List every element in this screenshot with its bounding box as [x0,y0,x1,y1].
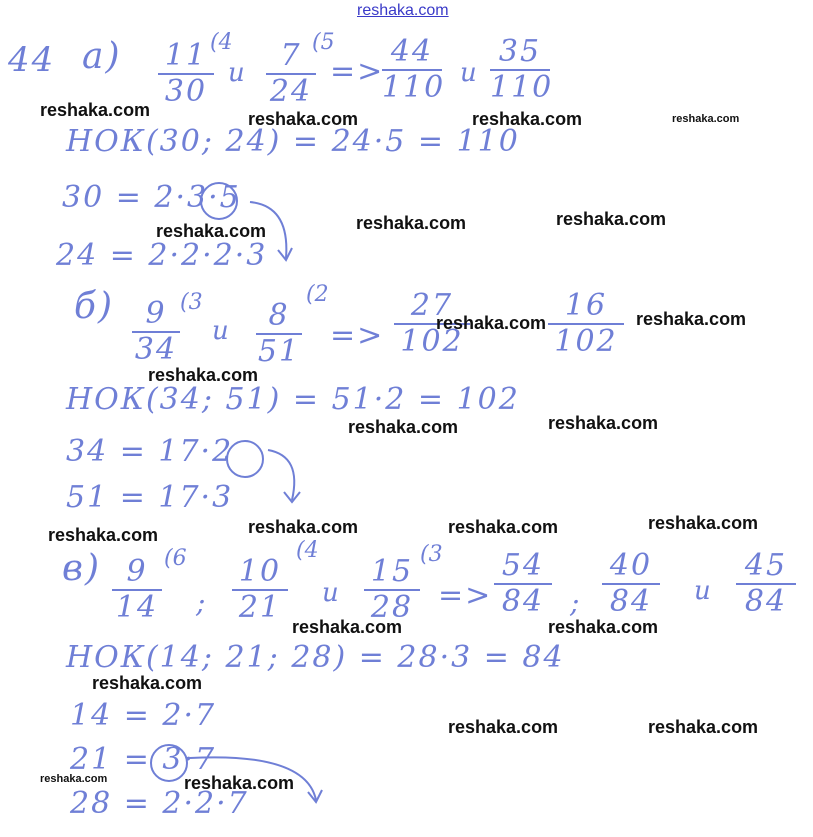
watermark: reshaka.com [148,365,259,385]
watermark: reshaka.com [448,517,559,537]
fraction-c3: 15 28 [364,556,420,624]
fraction-c2: 10 21 [232,556,288,624]
result-b1: 27 102 [394,290,470,358]
circled-factor [150,744,188,782]
part-a-letter: а) [82,36,122,77]
implies-arrow: => [330,54,385,89]
result-c1: 54 84 [494,550,552,618]
watermark: reshaka.com [548,413,659,433]
watermark: reshaka.com [672,113,740,125]
part-b-letter: б) [74,286,115,327]
factor-line-51: 51 = 17·3 [66,480,234,515]
factor-line-24: 24 = 2·2·2·3 [56,238,268,273]
part-c-letter: в) [62,548,101,589]
circled-factor [200,182,238,220]
lcm-line-b: НОК(34; 51) = 51·2 = 102 [66,382,520,417]
multiplier-b1: (3 [180,290,203,315]
watermark: reshaka.com [548,617,659,637]
implies-arrow: => [330,318,385,353]
result-c2: 40 84 [602,550,660,618]
separator: ; [196,586,208,619]
and-word: и [212,316,231,346]
watermark: reshaka.com [356,213,467,233]
problem-number: 44 [8,40,56,80]
watermark: reshaka.com [648,717,759,737]
result-a2: 35 110 [490,34,554,105]
factor-line-14: 14 = 2·7 [70,698,217,733]
multiplier-c3: (3 [420,542,443,567]
and-word: и [460,58,479,88]
multiplier-a1: (4 [210,30,233,55]
watermark: reshaka.com [472,109,583,129]
multiplier-a2: (5 [312,30,335,55]
watermark: reshaka.com [248,517,359,537]
circled-factor [226,440,264,478]
watermark: reshaka.com [436,313,547,333]
watermark: reshaka.com [556,209,667,229]
factor-line-21: 21 = 3·7 [70,742,217,777]
watermark: reshaka.com [448,717,559,737]
watermark: reshaka.com [636,309,747,329]
watermark: reshaka.com [348,417,459,437]
curved-arrow-icon [262,446,312,508]
fraction-b1: 9 34 [132,298,180,366]
watermark: reshaka.com [648,513,759,533]
fraction-c1: 9 14 [112,556,162,624]
lcm-line-a: НОК(30; 24) = 24·5 = 110 [66,124,520,159]
multiplier-b2: (2 [306,282,329,307]
watermark: reshaka.com [248,109,359,129]
result-b2: 16 102 [548,290,624,358]
and-word: и [322,578,341,608]
watermark: reshaka.com [40,100,151,120]
multiplier-c2: (4 [296,538,319,563]
fraction-a1: 11 30 [158,40,214,108]
and-word: и [228,58,247,88]
watermark: reshaka.com [184,773,295,793]
result-a1: 44 110 [382,34,446,105]
site-header-link[interactable]: reshaka.com [357,2,449,19]
factor-line-28: 28 = 2·2·7 [70,786,249,821]
watermark: reshaka.com [156,221,267,241]
and-word: и [694,576,713,606]
watermark: reshaka.com [92,673,203,693]
watermark: reshaka.com [292,617,403,637]
result-c3: 45 84 [736,550,796,618]
implies-arrow: => [438,578,493,613]
multiplier-c1: (6 [164,546,187,571]
factor-line-30: 30 = 2·3·5 [62,180,241,215]
watermark: reshaka.com [48,525,159,545]
fraction-b2: 8 51 [257,298,301,369]
lcm-line-c: НОК(14; 21; 28) = 28·3 = 84 [66,640,565,675]
fraction-a2: 7 24 [266,40,316,108]
factor-line-34: 34 = 17·2 [66,434,234,469]
watermark: reshaka.com [40,773,108,785]
separator: ; [570,586,582,619]
